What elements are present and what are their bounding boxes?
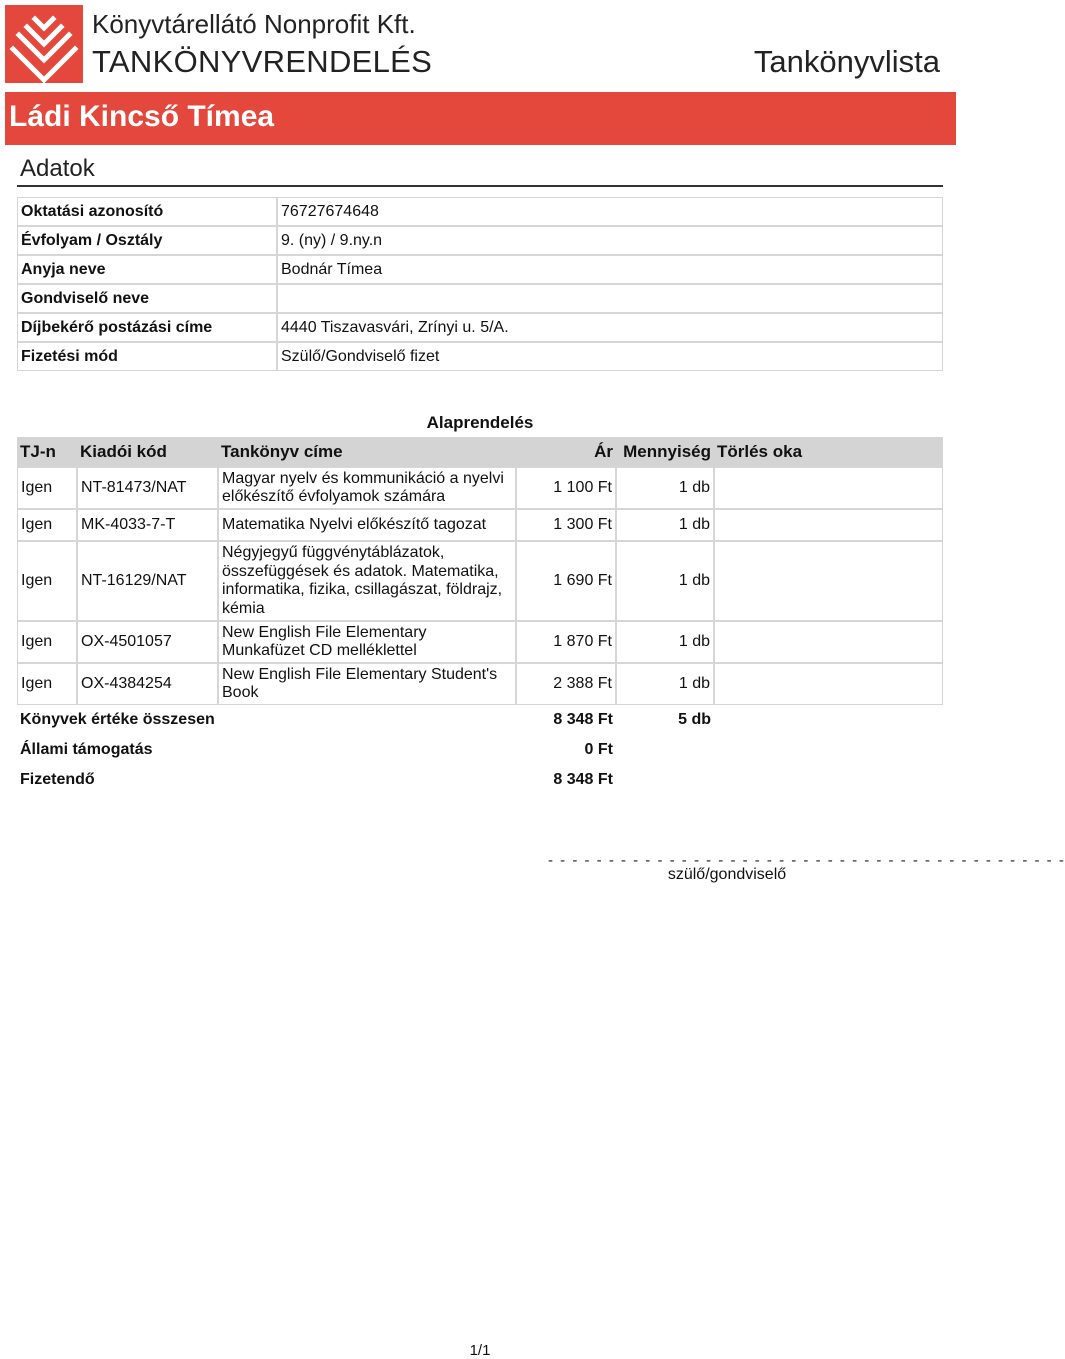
details-label: Fizetési mód [17,342,277,371]
cell-price: 1 870 Ft [516,621,616,663]
payable-amount: 8 348 Ft [553,770,613,788]
cell-price: 1 100 Ft [516,467,616,509]
cell-title: Négyjegyű függvénytáblázatok, összefüggések és adatok. Matematika, informatika, fizika, csillagászat, földrajz, kémia [218,541,516,621]
details-value [277,284,943,313]
details-label: Díjbekérő postázási címe [17,313,277,342]
list-title: Tankönyvlista [753,44,940,79]
details-row [17,255,943,284]
table-row [17,467,943,509]
total-quantity: 5 db [678,710,711,728]
details-value: Szülő/Gondviselő fizet [277,342,943,371]
col-header-code: Kiadói kód [77,437,218,467]
cell-price: 1 690 Ft [516,541,616,621]
cell-price: 2 388 Ft [516,663,616,705]
details-row [17,284,943,313]
details-row [17,342,943,371]
subsidy-label: Állami támogatás [20,740,153,758]
payable-empty [714,765,943,795]
cell-tjn: Igen [17,663,77,705]
cell-code: NT-81473/NAT [77,467,218,509]
order-header-row [17,437,943,467]
details-value: 76727674648 [277,197,943,226]
cell-reason [714,467,943,509]
subsidy-empty [714,735,943,765]
cell-tjn: Igen [17,541,77,621]
details-section-title: Adatok [20,155,95,182]
cell-title: Matematika Nyelvi előkészítő tagozat [218,509,516,541]
cell-quantity: 1 db [616,663,714,705]
details-row [17,226,943,255]
payable-label: Fizetendő [20,770,95,788]
cell-reason [714,509,943,541]
table-row [17,509,943,541]
student-banner [5,92,956,145]
subsidy-row [17,735,943,765]
cell-reason [714,541,943,621]
details-label: Oktatási azonosító [17,197,277,226]
student-name: Ládi Kincső Tímea [9,100,275,133]
payable-row [17,765,943,795]
cell-price: 1 300 Ft [516,509,616,541]
cell-quantity: 1 db [616,509,714,541]
col-header-reason: Törlés oka [714,437,943,467]
table-row [17,541,943,621]
cell-code: MK-4033-7-T [77,509,218,541]
col-header-price: Ár [516,437,616,467]
cell-quantity: 1 db [616,621,714,663]
cell-title: New English File Elementary Student's Book [218,663,516,705]
details-label: Anyja neve [17,255,277,284]
cell-reason [714,663,943,705]
table-row [17,663,943,705]
kello-logo-icon [5,5,83,83]
cell-title: New English File Elementary Munkafüzet CD melléklettel [218,621,516,663]
signature-label: szülő/gondviselő [667,866,787,883]
cell-code: OX-4501057 [77,621,218,663]
cell-code: OX-4384254 [77,663,218,705]
cell-title: Magyar nyelv és kommunikáció a nyelvi előkészítő évfolyamok számára [218,467,516,509]
col-header-tjn: TJ-n [17,437,77,467]
total-row [17,705,943,735]
details-value: 9. (ny) / 9.ny.n [277,226,943,255]
order-table [17,437,943,795]
details-row [17,313,943,342]
details-label: Évfolyam / Osztály [17,226,277,255]
total-label: Könyvek értéke összesen [20,710,215,728]
table-row [17,621,943,663]
organization-name: Könyvtárellátó Nonprofit Kft. [92,9,416,39]
subsidy-quantity [616,735,714,765]
cell-tjn: Igen [17,467,77,509]
signature-line: - - - - - - - - - - - - - - - - - - - - - - - - - - - - - - - - - - - - - - - - - - - [548,852,1065,869]
details-value: 4440 Tiszavasvári, Zrínyi u. 5/A. [277,313,943,342]
cell-reason [714,621,943,663]
cell-tjn: Igen [17,509,77,541]
page-number: 1/1 [469,1342,491,1359]
details-row [17,197,943,226]
cell-quantity: 1 db [616,467,714,509]
details-value: Bodnár Tímea [277,255,943,284]
total-empty [714,705,943,735]
details-table [17,197,943,371]
cell-code: NT-16129/NAT [77,541,218,621]
section-divider [17,185,943,187]
subsidy-amount: 0 Ft [584,740,613,758]
document-title: TANKÖNYVRENDELÉS [92,44,433,79]
cell-quantity: 1 db [616,541,714,621]
total-amount: 8 348 Ft [553,710,613,728]
details-label: Gondviselő neve [17,284,277,313]
cell-tjn: Igen [17,621,77,663]
col-header-quantity: Mennyiség [616,437,714,467]
order-section-title: Alaprendelés [426,413,534,432]
col-header-title: Tankönyv címe [218,437,516,467]
payable-quantity [616,765,714,795]
